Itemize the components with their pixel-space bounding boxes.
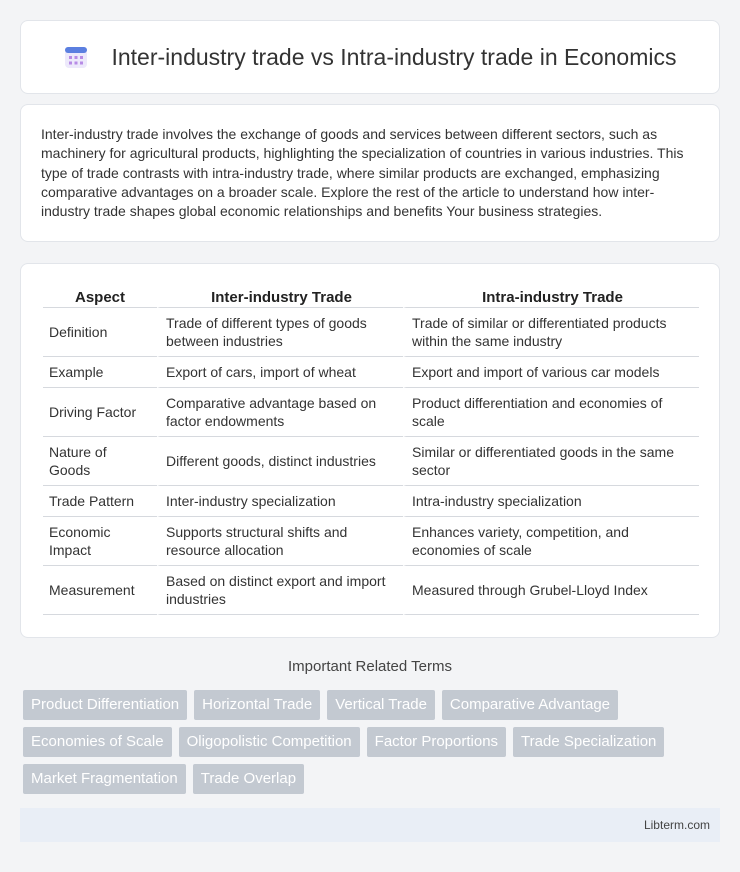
footer	[20, 808, 720, 842]
related-term-tag[interactable]: Economies of Scale	[23, 727, 172, 757]
table-row	[43, 486, 699, 517]
column-header: Inter-industry Trade	[157, 284, 403, 308]
table-cell: Inter-industry specialization	[157, 486, 403, 517]
table-cell: Comparative advantage based on factor endowments	[157, 388, 403, 437]
table-row	[43, 388, 699, 437]
table-cell: Product differentiation and economies of scale	[403, 388, 699, 437]
table-cell: Definition	[43, 308, 157, 357]
table-cell: Similar or differentiated goods in the same sector	[403, 437, 699, 486]
related-term-tag[interactable]: Market Fragmentation	[23, 764, 186, 794]
table-cell: Example	[43, 357, 157, 388]
table-cell: Trade Pattern	[43, 486, 157, 517]
table-row	[43, 517, 699, 566]
table-row	[43, 566, 699, 615]
table-cell: Measured through Grubel-Lloyd Index	[403, 566, 699, 615]
related-term-tag[interactable]: Product Differentiation	[23, 690, 187, 720]
table-cell: Intra-industry specialization	[403, 486, 699, 517]
related-terms-list	[23, 690, 723, 794]
comparison-table-card	[20, 263, 720, 638]
related-term-tag[interactable]: Comparative Advantage	[442, 690, 618, 720]
table-cell: Based on distinct export and import industries	[157, 566, 403, 615]
intro-text: Inter-industry trade involves the exchange of goods and services between different sectors, such as machinery for agricultural products, highlighting the specialization of countries in various industries. This type of trade contrasts with intra-industry trade, where similar products are exchanged, emphasizing comparative advantages on a broader scale. Explore the rest of the article to understand how inter-industry trade shapes global economic relationships and benefits Your business strategies.	[41, 126, 684, 220]
table-cell: Trade of different types of goods between industries	[157, 308, 403, 357]
table-header-row	[43, 284, 699, 308]
related-term-tag[interactable]: Vertical Trade	[327, 690, 435, 720]
table-cell: Economic Impact	[43, 517, 157, 566]
intro-card	[20, 104, 720, 242]
related-term-tag[interactable]: Oligopolistic Competition	[179, 727, 360, 757]
related-term-tag[interactable]: Horizontal Trade	[194, 690, 320, 720]
related-terms-title: Important Related Terms	[288, 658, 452, 675]
table-cell: Supports structural shifts and resource allocation	[157, 517, 403, 566]
column-header: Aspect	[43, 284, 157, 308]
column-header: Intra-industry Trade	[403, 284, 699, 308]
table-row	[43, 357, 699, 388]
table-cell: Nature of Goods	[43, 437, 157, 486]
related-term-tag[interactable]: Factor Proportions	[367, 727, 506, 757]
table-cell: Measurement	[43, 566, 157, 615]
related-term-tag[interactable]: Trade Overlap	[193, 764, 304, 794]
table-cell: Enhances variety, competition, and economies of scale	[403, 517, 699, 566]
table-row	[43, 437, 699, 486]
page-title: Inter-industry trade vs Intra-industry trade in Economics	[111, 43, 677, 70]
table-cell: Export of cars, import of wheat	[157, 357, 403, 388]
table-cell: Driving Factor	[43, 388, 157, 437]
table-cell: Different goods, distinct industries	[157, 437, 403, 486]
related-term-tag[interactable]: Trade Specialization	[513, 727, 664, 757]
footer-site-link[interactable]: Libterm.com	[643, 818, 710, 832]
header-card	[20, 20, 720, 94]
table-cell: Trade of similar or differentiated products within the same industry	[403, 308, 699, 357]
table-cell: Export and import of various car models	[403, 357, 699, 388]
calendar-grid-icon	[63, 44, 89, 70]
table-row	[43, 308, 699, 357]
comparison-table	[43, 284, 699, 615]
